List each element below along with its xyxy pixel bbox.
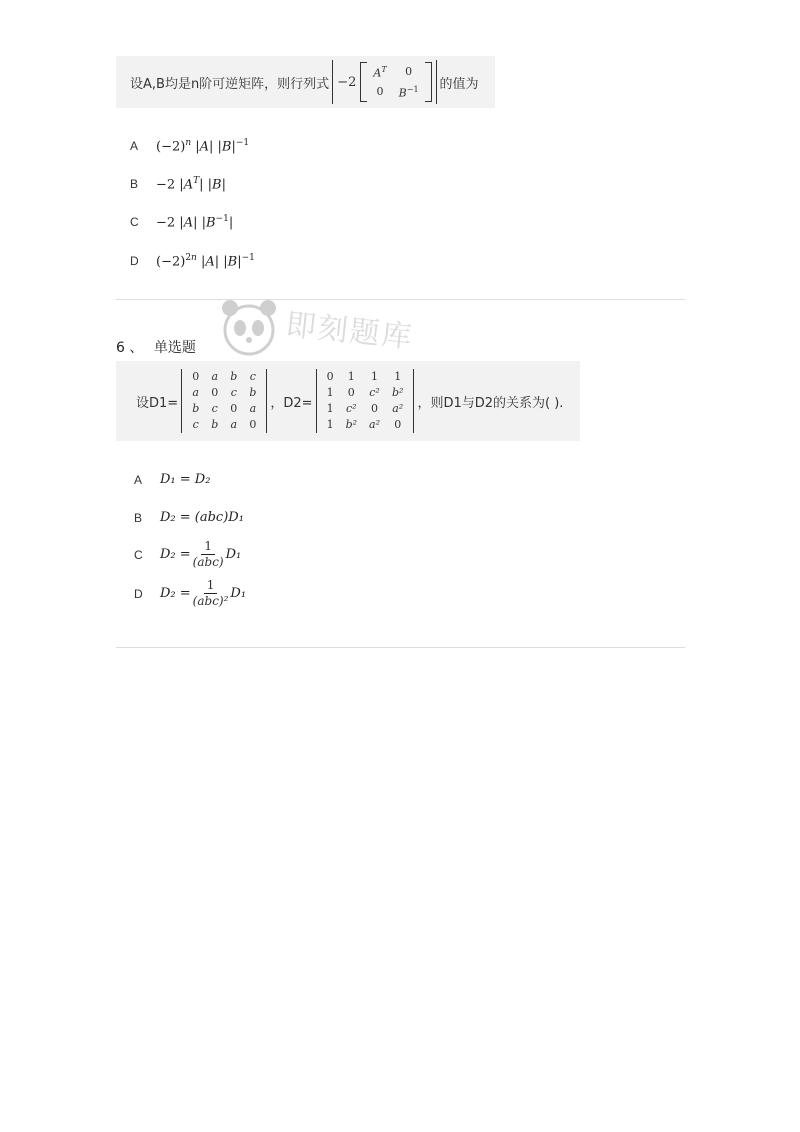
- q2-suffix: ，则D1与D2的关系为( ).: [417, 395, 564, 411]
- fraction-denominator: (abc): [192, 555, 224, 569]
- matrix-cell: b²: [391, 386, 404, 399]
- fraction-numerator: 1: [204, 578, 218, 594]
- matrix-cell: 1: [326, 402, 334, 415]
- d1-determinant: [181, 369, 267, 433]
- matrix-cell: 0: [326, 370, 334, 383]
- matrix-cell: b²: [345, 418, 358, 431]
- matrix-cell: 0: [192, 370, 200, 383]
- q2-prefix: 设D1=: [136, 395, 179, 411]
- option-fraction: [193, 578, 229, 609]
- matrix-cell: a²: [392, 402, 404, 415]
- matrix-cell: c: [211, 402, 218, 415]
- option-letter: A: [134, 472, 143, 487]
- question-divider: [116, 299, 685, 300]
- matrix-cell: c²: [369, 386, 380, 399]
- q2-option-d[interactable]: [134, 578, 246, 609]
- matrix-cell: 1: [326, 386, 334, 399]
- q1-coef: −2: [337, 74, 357, 90]
- matrix-cell: a: [211, 370, 219, 383]
- matrix-cell: 0: [249, 418, 257, 431]
- matrix-cell: b: [211, 418, 219, 431]
- q1-option-c[interactable]: [130, 214, 233, 230]
- q1-option-d[interactable]: [130, 253, 255, 269]
- matrix-cell: a²: [369, 418, 380, 431]
- matrix-row: [186, 385, 262, 401]
- question-divider: [116, 647, 685, 648]
- question-1-stem: [116, 56, 495, 108]
- q1-left-bracket: [360, 62, 367, 102]
- option-rhs: D₁: [230, 586, 247, 601]
- option-letter: A: [130, 139, 139, 154]
- question-number: 6: [116, 340, 125, 356]
- matrix-cell: 1: [326, 418, 334, 431]
- panda-icon: [214, 292, 284, 362]
- q1-option-b[interactable]: [130, 176, 226, 192]
- option-rhs: D₁: [225, 547, 242, 562]
- option-lhs: D₂ =: [160, 547, 191, 562]
- q1-cell-0b: 0: [376, 84, 384, 98]
- q1-suffix: 的值为: [439, 76, 479, 92]
- q1-option-a[interactable]: [130, 138, 249, 154]
- q2-mid: ，D2=: [270, 395, 313, 411]
- q1-block-matrix: [367, 62, 424, 101]
- matrix-cell: c: [249, 370, 256, 383]
- d2-determinant: [316, 369, 415, 433]
- watermark-text: 即刻题库: [284, 307, 416, 356]
- q1-determinant: [332, 60, 436, 104]
- option-fraction: [193, 539, 224, 570]
- matrix-cell: 0: [347, 386, 355, 399]
- matrix-row: [321, 369, 410, 385]
- option-expression: −2 |A| $|B^{-1}|$: [156, 214, 234, 231]
- matrix-cell: 0: [230, 402, 238, 415]
- matrix-cell: a: [230, 418, 238, 431]
- matrix-row: [186, 401, 262, 417]
- d2-matrix: [321, 369, 410, 433]
- option-expression: $(-2)^n$ |A| $|B|^{-1}$: [156, 138, 250, 155]
- q2-option-b[interactable]: [134, 510, 244, 525]
- q1-cell-AT: $A^T$: [373, 65, 387, 80]
- matrix-cell: 1: [347, 370, 355, 383]
- option-letter: C: [130, 215, 139, 230]
- matrix-cell: 0: [394, 418, 402, 431]
- option-expression: $(-2)^{2n}$ |A| $|B|^{-1}$: [156, 253, 255, 270]
- q1-right-bracket: [425, 62, 432, 102]
- matrix-cell: a: [192, 386, 199, 399]
- option-expression: D₂ = (abc)D₁: [160, 510, 244, 525]
- matrix-cell: 0: [211, 386, 219, 399]
- question-2-header: [116, 337, 196, 357]
- option-letter: C: [134, 547, 143, 562]
- fraction-numerator: 1: [201, 539, 215, 555]
- option-letter: B: [130, 177, 139, 192]
- d1-matrix: [186, 369, 262, 433]
- question-type: 单选题: [153, 340, 196, 356]
- matrix-row: [321, 385, 410, 401]
- option-expression: D₁ = D₂: [160, 472, 211, 487]
- matrix-cell: b: [192, 402, 200, 415]
- matrix-cell: b: [230, 370, 238, 383]
- q1-prefix: 设A,B均是n阶可逆矩阵，则行列式: [130, 76, 330, 92]
- q1-cell-0a: 0: [405, 65, 413, 79]
- q2-option-a[interactable]: [134, 472, 210, 487]
- option-lhs: D₂ =: [160, 586, 191, 601]
- watermark-logo: [214, 292, 424, 362]
- matrix-cell: a: [249, 402, 257, 415]
- matrix-cell: c²: [346, 402, 357, 415]
- matrix-row: [186, 369, 262, 385]
- matrix-row: [186, 417, 262, 433]
- matrix-cell: c: [230, 386, 237, 399]
- option-expression: −2 $|A^T|$ |B|: [156, 176, 226, 193]
- q2-option-c[interactable]: [134, 539, 241, 570]
- matrix-cell: 0: [371, 402, 378, 415]
- option-letter: D: [134, 586, 143, 601]
- question-separator: 、: [129, 340, 144, 356]
- matrix-cell: 1: [371, 370, 378, 383]
- question-2-stem: [116, 361, 580, 441]
- matrix-cell: b: [249, 386, 257, 399]
- matrix-cell: c: [192, 418, 199, 431]
- matrix-cell: 1: [394, 370, 402, 383]
- option-letter: D: [130, 254, 139, 269]
- matrix-row: [321, 401, 410, 417]
- q1-cell-Binv: $B^{-1}$: [398, 85, 419, 100]
- fraction-denominator: (abc)²: [192, 594, 229, 608]
- option-letter: B: [134, 510, 143, 525]
- matrix-row: [321, 417, 410, 433]
